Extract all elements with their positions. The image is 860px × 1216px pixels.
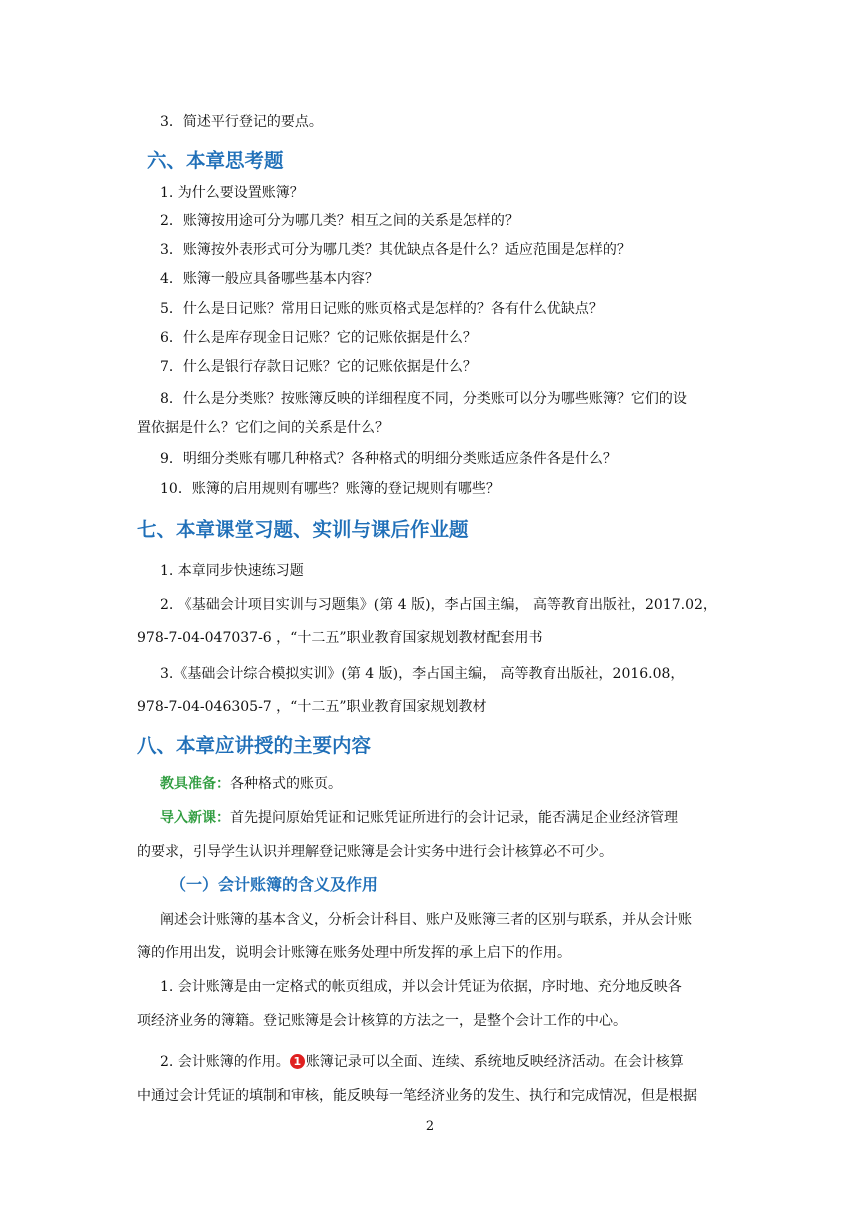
question-4: 4．账簿一般应具备哪些基本内容？ bbox=[160, 271, 379, 287]
question-9: 9．明细分类账有哪几种格式？各种格式的明细分类账适应条件各是什么？ bbox=[160, 451, 617, 467]
exercise-2-line2: 978-7-04-047037-6 ，“十二五”职业教育国家规划教材配套用书 bbox=[137, 630, 543, 646]
question-3: 3．账簿按外表形式可分为哪几类？其优缺点各是什么？适应范围是怎样的？ bbox=[160, 242, 631, 258]
intro-label: 导入新课： bbox=[160, 810, 230, 826]
section-8-heading: 八、本章应讲授的主要内容 bbox=[137, 734, 372, 757]
intro-text: 首先提问原始凭证和记账凭证所进行的会计记录，能否满足企业经济管理 bbox=[230, 810, 678, 826]
point-1-line1: 1. 会计账簿是由一定格式的帐页组成，并以会计凭证为依据，序时地、充分地反映各 bbox=[160, 979, 682, 995]
intro-line2: 的要求，引导学生认识并理解登记账簿是会计实务中进行会计核算必不可少。 bbox=[137, 844, 613, 860]
prev-list-item: 3．简述平行登记的要点。 bbox=[160, 114, 323, 130]
exercise-3-line2: 978-7-04-046305-7 ，“十二五”职业教育国家规划教材 bbox=[137, 699, 487, 715]
point-2-line1 bbox=[160, 1052, 740, 1072]
intro-line1 bbox=[160, 808, 740, 828]
tools-line bbox=[160, 774, 740, 794]
point-1-line2: 项经济业务的簿籍。登记账簿是会计核算的方法之一，是整个会计工作的中心。 bbox=[137, 1013, 627, 1029]
exercise-1: 1. 本章同步快速练习题 bbox=[160, 563, 304, 579]
section-7-heading: 七、本章课堂习题、实训与课后作业题 bbox=[137, 518, 469, 541]
exercise-3-line1: 3.《基础会计综合模拟实训》(第 4 版)，李占国主编， 高等教育出版社，2016.08， bbox=[160, 666, 685, 682]
question-8-line1: 8．什么是分类账？按账簿反映的详细程度不同，分类账可以分为哪些账簿？它们的设 bbox=[160, 391, 687, 407]
tools-text: 各种格式的账页。 bbox=[230, 776, 342, 792]
tools-label: 教具准备： bbox=[160, 776, 230, 792]
circled-number-badge: 1 bbox=[290, 1054, 305, 1069]
subsection-1-para-line2: 簿的作用出发，说明会计账簿在账务处理中所发挥的承上启下的作用。 bbox=[137, 945, 571, 961]
question-1: 1. 为什么要设置账簿？ bbox=[160, 185, 304, 201]
page-number: 2 bbox=[425, 1119, 435, 1134]
question-8-line2: 置依据是什么？它们之间的关系是什么？ bbox=[137, 420, 389, 436]
point-2-text: 账簿记录可以全面、连续、系统地反映经济活动。在会计核算 bbox=[305, 1054, 684, 1070]
question-2: 2．账簿按用途可分为哪几类？相互之间的关系是怎样的？ bbox=[160, 213, 519, 229]
question-6: 6．什么是库存现金日记账？它的记账依据是什么？ bbox=[160, 330, 477, 346]
question-7: 7．什么是银行存款日记账？它的记账依据是什么？ bbox=[160, 359, 477, 375]
question-10: 10．账簿的启用规则有哪些？账簿的登记规则有哪些？ bbox=[160, 481, 500, 497]
subsection-1-para-line1: 阐述会计账簿的基本含义，分析会计科目、账户及账簿三者的区别与联系，并从会计账 bbox=[160, 912, 692, 928]
point-2-prefix: 2. 会计账簿的作用。 bbox=[160, 1054, 290, 1070]
point-2-line2: 中通过会计凭证的填制和审核，能反映每一笔经济业务的发生、执行和完成情况，但是根据 bbox=[137, 1088, 697, 1104]
question-5: 5．什么是日记账？常用日记账的账页格式是怎样的？各有什么优缺点？ bbox=[160, 301, 603, 317]
exercise-2-line1: 2. 《基础会计项目实训与习题集》(第 4 版)，李占国主编， 高等教育出版社，2017.02， bbox=[160, 597, 717, 613]
section-6-heading: 六、本章思考题 bbox=[147, 149, 284, 172]
subsection-1-heading: （一）会计账簿的含义及作用 bbox=[170, 875, 379, 894]
